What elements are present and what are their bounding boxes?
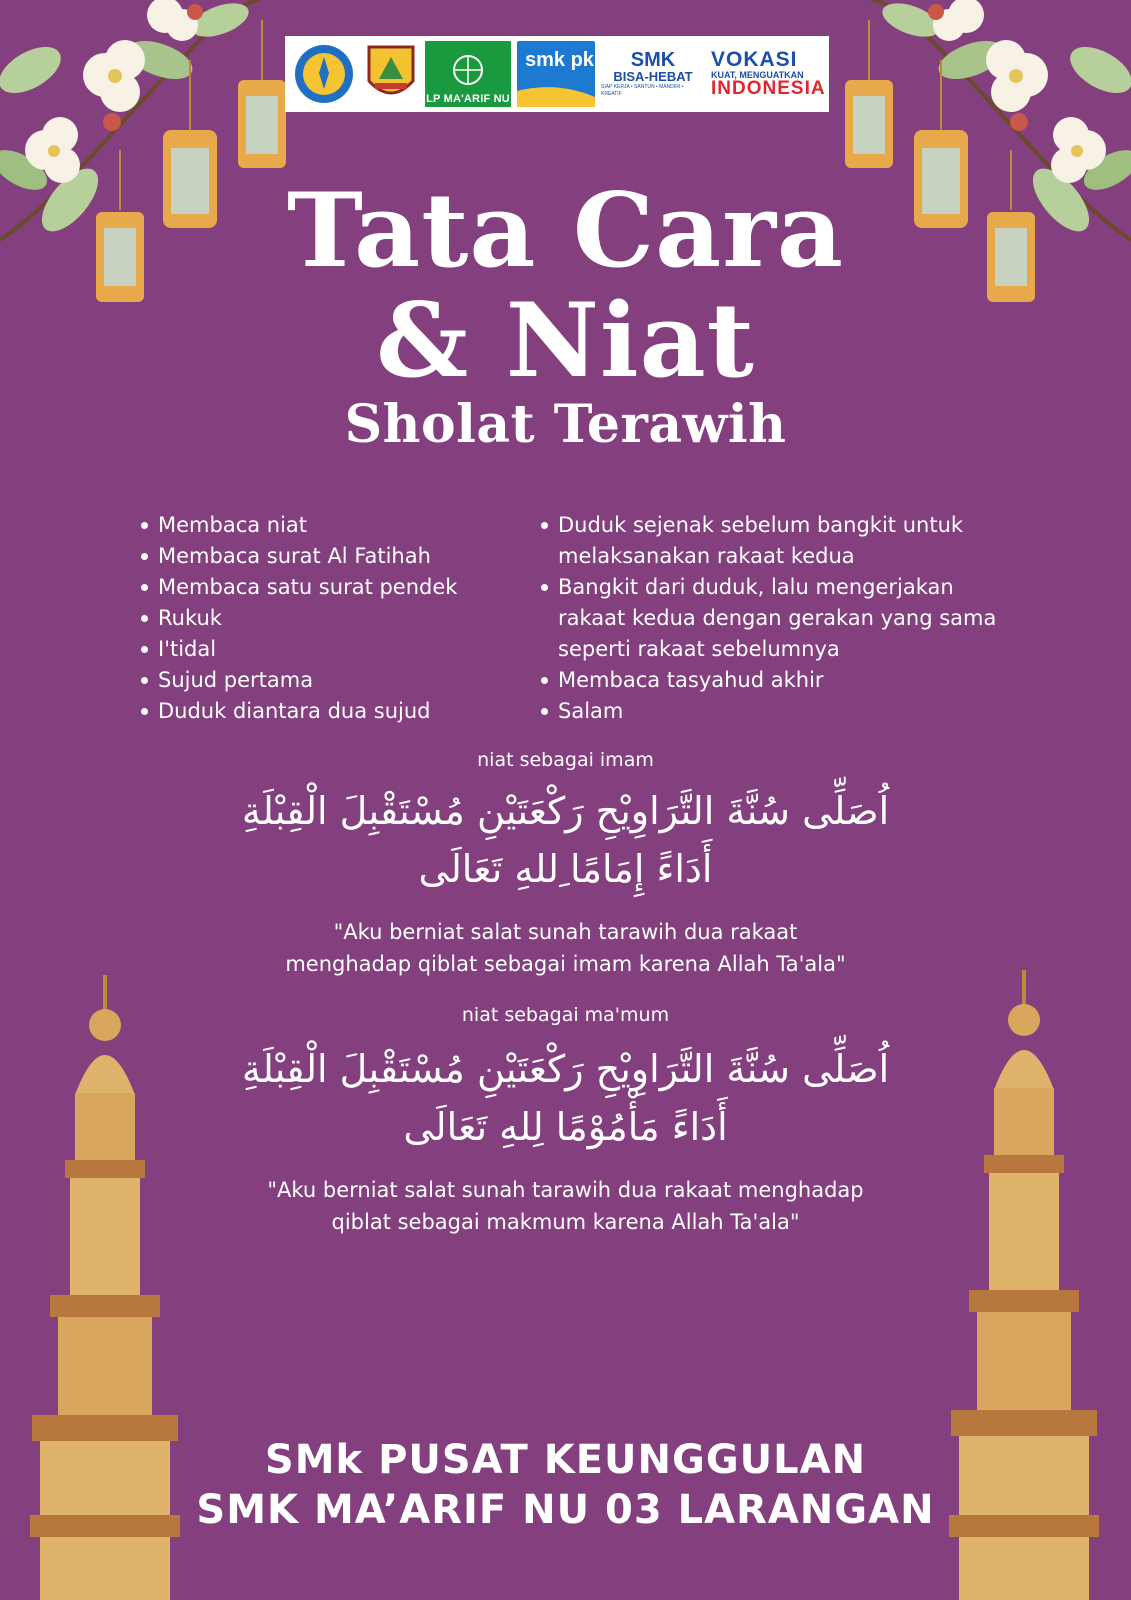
step-item: Membaca satu surat pendek	[138, 572, 518, 603]
niat-imam-label: niat sebagai imam	[477, 749, 654, 771]
partner-logo-strip	[285, 36, 829, 112]
niat-imam-translation-line2: menghadap qiblat sebagai imam karena Allah Ta'ala"	[285, 952, 846, 976]
step-item: I'tidal	[138, 634, 518, 665]
kemdikbud-logo	[291, 41, 357, 107]
step-item: Bangkit dari duduk, lalu mengerjakan rakaat kedua dengan gerakan yang sama seperti rakaat sebelumnya	[538, 572, 1008, 665]
steps-list-right	[538, 510, 1008, 727]
step-item: Duduk sejenak sebelum bangkit untuk melaksanakan rakaat kedua	[538, 510, 1008, 572]
vokasi-line3: INDONESIA	[711, 78, 826, 99]
niat-makmum-label: niat sebagai ma'mum	[461, 1004, 670, 1026]
jawa-tengah-emblem-logo	[363, 41, 419, 107]
smk-pk-logo	[517, 41, 595, 107]
title-line-2: & Niat	[376, 281, 755, 401]
smk-pk-text: smk pk	[525, 49, 594, 71]
niat-imam-translation-line1: "Aku berniat salat sunah tarawih dua rakaat	[333, 920, 798, 944]
smk-bisa-hebat-line1: SMK	[630, 49, 676, 71]
niat-makmum-arabic-line1: اُصَلِّى سُنَّةَ التَّرَاوِيْحِ رَكْعَتَيْنِ مُسْتَقْبِلَ الْقِبْلَةِ	[241, 1047, 890, 1091]
niat-imam-arabic-line2: أَدَاءً إِمَامًا ِللهِ تَعَالَى	[418, 847, 713, 891]
vokasi-line1: VOKASI	[711, 48, 798, 71]
step-item: Salam	[538, 696, 1008, 727]
step-item: Sujud pertama	[138, 665, 518, 696]
steps-list-left	[138, 510, 518, 727]
school-name-line1: SMk PUSAT KEUNGGULAN	[264, 1437, 867, 1483]
step-item: Membaca tasyahud akhir	[538, 665, 1008, 696]
step-item: Duduk diantara dua sujud	[138, 696, 518, 727]
smk-bisa-hebat-line2: BISA-HEBAT	[613, 69, 693, 84]
smk-bisa-hebat-logo	[601, 41, 705, 107]
niat-makmum-arabic-line2: أَدَاءً مَأْمُوْمًا لِلهِ تَعَالَى	[403, 1105, 728, 1149]
step-item: Membaca niat	[138, 510, 518, 541]
step-item: Rukuk	[138, 603, 518, 634]
subtitle: Sholat Terawih	[344, 394, 787, 455]
niat-makmum-translation-line2: qiblat sebagai makmum karena Allah Ta'ala"	[331, 1210, 800, 1234]
vokasi-kuat-logo	[711, 41, 826, 107]
niat-imam-arabic-line1: اُصَلِّى سُنَّةَ التَّرَاوِيْحِ رَكْعَتَيْنِ مُسْتَقْبِلَ الْقِبْلَةِ	[241, 789, 890, 833]
smk-bisa-hebat-tagline: SIAP KERJA • SANTUN • MANDIRI • KREATIF	[601, 84, 684, 97]
lp-maarif-nu-logo	[425, 41, 511, 107]
vokasi-line2: KUAT, MENGUATKAN	[711, 70, 804, 80]
title-line-1: Tata Cara	[286, 171, 845, 291]
school-name-line2: SMK MA’ARIF NU 03 LARANGAN	[196, 1487, 935, 1533]
niat-makmum-translation-line1: "Aku berniat salat sunah tarawih dua rakaat menghadap	[267, 1178, 864, 1202]
step-item: Membaca surat Al Fatihah	[138, 541, 518, 572]
lp-maarif-caption: LP MA'ARIF NU	[426, 93, 510, 105]
